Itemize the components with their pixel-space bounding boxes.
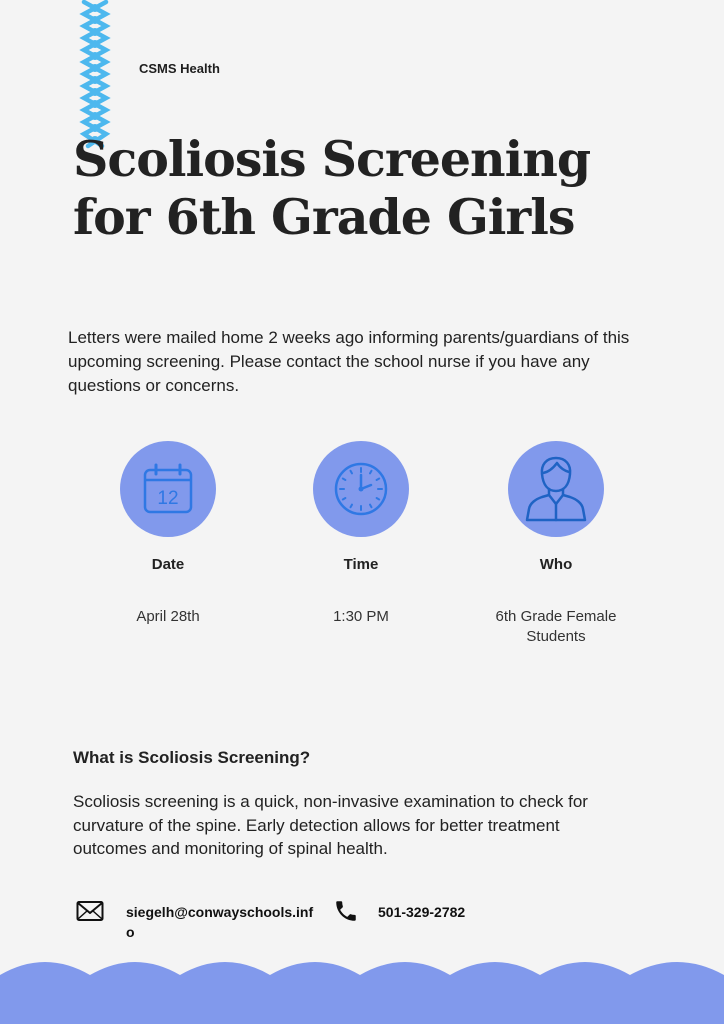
page-title xyxy=(73,130,673,246)
phone-icon xyxy=(333,898,359,924)
section-heading: What is Scoliosis Screening? xyxy=(73,748,311,767)
spine-graphic xyxy=(76,0,116,150)
time-value: 1:30 PM xyxy=(333,608,389,625)
title-line-1: Scoliosis Screening xyxy=(73,130,591,188)
who-circle xyxy=(508,441,604,537)
intro-paragraph: Letters were mailed home 2 weeks ago informing parents/guardians of this upcoming screening. Please contact the school nurse if you have any questions or concerns. xyxy=(68,328,630,395)
title-line-2: for 6th Grade Girls xyxy=(73,188,575,246)
time-label: Time xyxy=(343,556,379,573)
email-link[interactable]: siegelh@conwayschools.info xyxy=(126,904,314,940)
person-icon xyxy=(524,455,588,523)
bottom-wave-decoration xyxy=(0,955,724,1024)
info-time xyxy=(281,441,441,627)
who-label: Who xyxy=(539,556,573,573)
time-circle xyxy=(313,441,409,537)
calendar-day: 12 xyxy=(157,488,179,509)
who-value: 6th Grade Female Students xyxy=(495,608,617,645)
phone-number[interactable]: 501-329-2782 xyxy=(378,904,466,920)
info-who xyxy=(476,441,636,647)
section-body: Scoliosis screening is a quick, non-invasive examination to check for curvature of the spine. Early detection allows for better treatment outcomes and monitoring of spinal health. xyxy=(73,792,588,858)
date-value: April 28th xyxy=(136,608,200,625)
mail-icon xyxy=(76,900,104,922)
calendar-icon xyxy=(141,462,195,516)
info-date xyxy=(88,441,248,627)
organization-name: CSMS Health xyxy=(139,61,220,76)
date-circle xyxy=(120,441,216,537)
date-label: Date xyxy=(151,556,185,573)
clock-icon xyxy=(333,461,389,517)
